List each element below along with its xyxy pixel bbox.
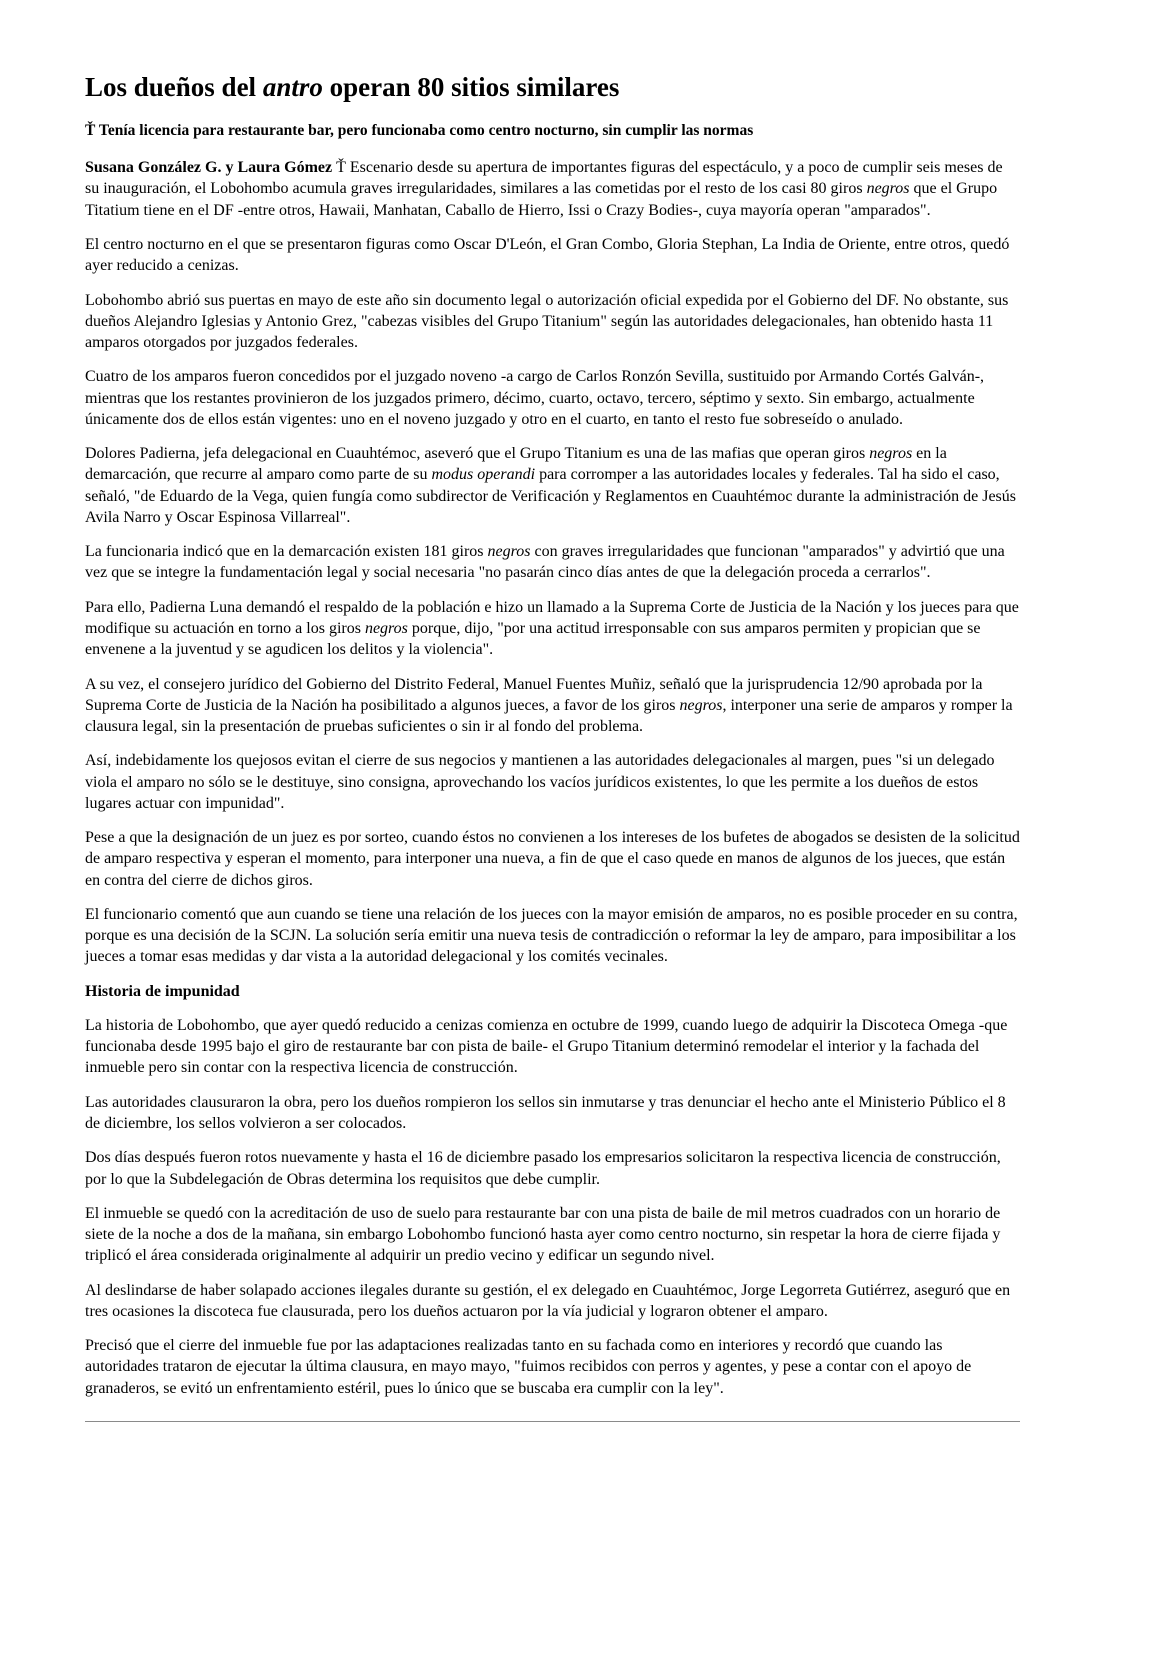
text-run: Los dueños del <box>85 72 263 102</box>
article-body <box>85 157 1020 1399</box>
article-title <box>85 72 1020 103</box>
text-run: Historia de impunidad <box>85 982 240 1000</box>
paragraph <box>85 1203 1020 1267</box>
text-run: negros <box>364 619 408 637</box>
paragraph <box>85 234 1020 277</box>
text-run: Al deslindarse de haber solapado acciones ilegales durante su gestión, el ex delegado en Cuauhtémoc, Jorge Legorreta Gutiérrez, aseguró que en tres ocasiones la discoteca fue clausurada, pero los dueños actuaron por la vía judicial y lograron obtener el amparo. <box>85 1281 1011 1320</box>
text-run: Dolores Padierna, jefa delegacional en Cuauhtémoc, aseveró que el Grupo Titanium es una de las mafias que operan giros <box>85 445 870 463</box>
text-run: Susana González G. y Laura Gómez <box>85 159 333 177</box>
paragraph <box>85 750 1020 814</box>
text-run: El funcionario comentó que aun cuando se tiene una relación de los jueces con la mayor emisión de amparos, no es posible proceder en su contra, porque es una decisión de la SCJN. La solución sería emitir una nueva tesis de contradicción o reformar la ley de amparo, para imposibilitar a los jueces a tomar esas medidas y dar vista a la autoridad delegacional y los comités vecinales. <box>85 905 1018 966</box>
text-run: Cuatro de los amparos fueron concedidos por el juzgado noveno -a cargo de Carlos Ronzón Sevilla, sustituido por Armando Cortés Galván-, mientras que los restantes provinieron de los juzgados primero, décimo, cuarto, octavo, tercero, séptimo y sexto. Sin embargo, actualmente únicamente dos de ellos están vigentes: uno en el noveno juzgado y otro en el cuarto, en tanto el resto fue sobreseído o anulado. <box>85 368 985 428</box>
paragraph <box>85 1147 1020 1190</box>
text-run: porque, dijo, "por una actitud irresponsable con sus amparos permiten y propician que se envenene a la juventud y se agudicen los delitos y la violencia". <box>85 619 981 659</box>
text-run: negros <box>679 696 723 714</box>
paragraph <box>85 290 1020 354</box>
article-subtitle: Ť Tenía licencia para restaurante bar, pero funcionaba como centro nocturno, sin cumplir las normas <box>85 122 754 140</box>
text-run: para corromper a las autoridades locales y federales. Tal ha sido el caso, señaló, "de Eduardo de la Vega, quien fungía como subdirector de Verificación y Reglamentos en Cuauhtémoc durante la administración de Jesús Avila Narro y Oscar Espinosa Villarreal". <box>85 466 1016 526</box>
text-run: Precisó que el cierre del inmueble fue por las adaptaciones realizadas tanto en su fachada como en interiores y recordó que cuando las autoridades trataron de ejecutar la última clausura, en mayo mayo, "fuimos recibidos con perros y agentes, y pese a contar con el apoyo de granaderos, se evitó un enfrentamiento estéril, pues lo único que se buscaba era cumplir con la ley". <box>85 1337 972 1397</box>
text-run: , interponer una serie de amparos y romper la clausura legal, sin la presentación de pruebas suficientes o sin ir al fondo del problema. <box>85 696 1013 736</box>
text-run: en la demarcación, que recurre al amparo como parte de su <box>85 445 947 484</box>
paragraph <box>85 597 1020 661</box>
paragraph <box>85 1015 1020 1079</box>
text-run: La historia de Lobohombo, que ayer quedó reducido a cenizas comienza en octubre de 1999, cuando luego de adquirir la Discoteca Omega -que funcionaba desde 1995 bajo el giro de restaurante bar con pista de baile- el Grupo Titanium determinó remodelar el interior y la fachada del inmueble pero sin contar con la respectiva licencia de construcción. <box>85 1016 1008 1077</box>
text-run: La funcionaria indicó que en la demarcación existen 181 giros <box>85 543 488 561</box>
paragraph <box>85 1335 1020 1399</box>
text-run: Así, indebidamente los quejosos evitan el cierre de sus negocios y mantienen a las autoridades delegacionales al margen, pues "si un delegado viola el amparo no sólo se le destituye, sino consigna, aprovechando los vacíos jurídicos existentes, lo que les permite a los dueños de estos lugares actuar con impunidad". <box>85 752 995 812</box>
paragraph <box>85 1280 1020 1323</box>
paragraph <box>85 541 1020 584</box>
paragraph <box>85 157 1020 221</box>
paragraph <box>85 1092 1020 1135</box>
text-run: El centro nocturno en el que se presentaron figuras como Oscar D'León, el Gran Combo, Gloria Stephan, La India de Oriente, entre otros, quedó ayer reducido a cenizas. <box>85 235 1010 275</box>
bottom-divider <box>85 1421 1020 1422</box>
text-run: operan 80 sitios similares <box>322 72 620 102</box>
text-run: Para ello, Padierna Luna demandó el respaldo de la población e hizo un llamado a la Suprema Corte de Justicia de la Nación y los jueces para que modifique su actuación en torno a los giros <box>85 598 1019 637</box>
text-run: antro <box>262 72 323 102</box>
text-run: El inmueble se quedó con la acreditación de uso de suelo para restaurante bar con una pista de baile de mil metros cuadrados con un horario de siete de la noche a dos de la mañana, sin embargo Lobohombo funcionó hasta ayer como centro nocturno, sin respetar la hora de cierre fijada y triplicó el área considerada originalmente al adquirir un predio vecino y edificar un segundo nivel. <box>85 1204 1001 1265</box>
text-run: con graves irregularidades que funcionan "amparados" y advirtió que una vez que se integre la fundamentación legal y social necesaria "no pasarán cinco días antes de que la delegación proceda a cerrarlos". <box>85 543 1005 582</box>
paragraph <box>85 366 1020 430</box>
section-heading <box>85 981 1020 1002</box>
text-run: negros <box>866 180 910 198</box>
paragraph <box>85 443 1020 528</box>
text-run: que el Grupo Titatium tiene en el DF -entre otros, Hawaii, Manhatan, Caballo de Hierro, Issi o Crazy Bodies-, cuya mayoría operan "amparados". <box>85 180 998 219</box>
text-run: Dos días después fueron rotos nuevamente y hasta el 16 de diciembre pasado los empresarios solicitaron la respectiva licencia de construcción, por lo que la Subdelegación de Obras determina los requisitos que debe cumplir. <box>85 1149 1001 1188</box>
text-run: modus operandi <box>431 466 536 484</box>
text-run: negros <box>487 543 531 561</box>
text-run: Pese a que la designación de un juez es por sorteo, cuando éstos no convienen a los intereses de los bufetes de abogados se desisten de la solicitud de amparo respectiva y esperan el momento, para interponer una nueva, a fin de que el caso quede en manos de algunos de los jueces, que están en contra del cierre de dichos giros. <box>85 829 1020 889</box>
text-run: A su vez, el consejero jurídico del Gobierno del Distrito Federal, Manuel Fuentes Muñiz, señaló que la jurisprudencia 12/90 aprobada por la Suprema Corte de Justicia de la Nación ha posibilitado a algunos jueces, a favor de los giros <box>85 675 983 714</box>
paragraph <box>85 904 1020 968</box>
paragraph <box>85 674 1020 738</box>
paragraph <box>85 827 1020 891</box>
text-run: Las autoridades clausuraron la obra, pero los dueños rompieron los sellos sin inmutarse y tras denunciar el hecho ante el Ministerio Público el 8 de diciembre, los sellos volvieron a ser colocados. <box>85 1093 1006 1133</box>
text-run: Lobohombo abrió sus puertas en mayo de este año sin documento legal o autorización oficial expedida por el Gobierno del DF. No obstante, sus dueños Alejandro Iglesias y Antonio Grez, "cabezas visibles del Grupo Titanium" según las autoridades delegacionales, han obtenido hasta 11 amparos otorgados por juzgados federales. <box>85 291 1009 352</box>
text-run: negros <box>869 445 913 463</box>
text-run: Ť Escenario desde su apertura de importantes figuras del espectáculo, y a poco de cumplir seis meses de su inauguración, el Lobohombo acumula graves irregularidades, similares a las cometidas por el resto de los casi 80 giros <box>85 159 1003 198</box>
